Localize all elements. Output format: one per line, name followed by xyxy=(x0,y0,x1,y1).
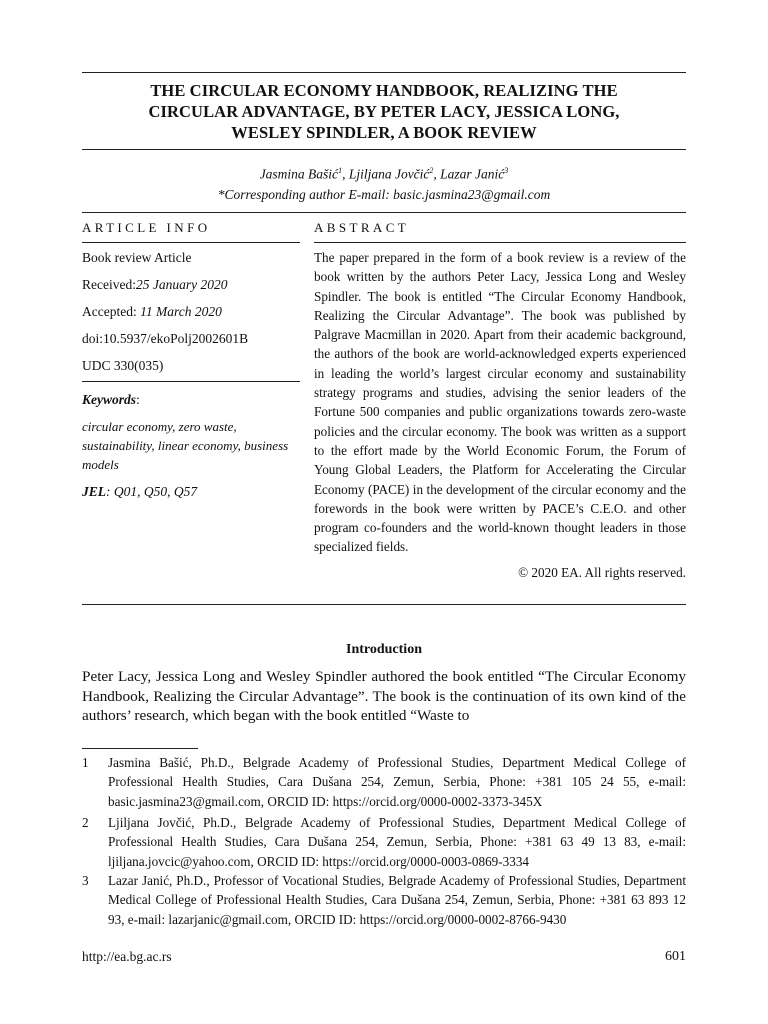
info-top-rule xyxy=(82,212,686,213)
footnote-text: Jasmina Bašić, Ph.D., Belgrade Academy of Professional Studies, Department Medical College of Professional Health Studies, Cara Dušana 254, Zemun, Serbia, Phone: +381 105 24 55, e-mail: basic.jasmina23@gmail.com, ORCID ID: https://orcid.org/0000-0002-3373-345X xyxy=(108,755,686,809)
udc: UDC 330(035) xyxy=(82,358,164,373)
abstract-heading-rule xyxy=(314,242,686,243)
introduction-heading: Introduction xyxy=(346,642,422,657)
author-2-affiliation: 2 xyxy=(429,166,434,175)
author-3-affiliation: 3 xyxy=(504,166,509,175)
footnote-number: 3 xyxy=(82,873,89,888)
article-info-heading-rule xyxy=(82,242,300,243)
info-bottom-rule xyxy=(82,604,686,605)
accepted-date: 11 March 2020 xyxy=(140,304,222,319)
footnote-number: 2 xyxy=(82,815,89,830)
received-line xyxy=(82,271,300,298)
article-type: Book review Article xyxy=(82,250,192,265)
title-line-1: THE CIRCULAR ECONOMY HANDBOOK, REALIZING THE xyxy=(150,81,618,100)
accepted-label: Accepted: xyxy=(82,304,141,319)
abstract-column xyxy=(314,214,686,583)
keywords-label: Keywords xyxy=(82,392,136,407)
corresponding-author: *Corresponding author E-mail: basic.jasmina23@gmail.com xyxy=(217,186,551,202)
accepted-line xyxy=(82,298,300,325)
author-list xyxy=(82,161,686,185)
author-block xyxy=(82,161,686,205)
journal-url[interactable]: http://ea.bg.ac.rs xyxy=(82,949,172,964)
footnote-3 xyxy=(82,871,686,929)
footnote-text: Lazar Janić, Ph.D., Professor of Vocational Studies, Belgrade Academy of Professional Studies, Department Medical College of Professional Health Studies, Cara Dušana 254, Zemun, Serbia, Phone: +381 63 893 12 93, e-mail: lazarjanic@gmail.com, ORCID ID: https://orcid.org/0000-0002-8766-9430 xyxy=(108,873,686,927)
abstract-text: The paper prepared in the form of a book review is a review of the book written by the authors Peter Lacy, Jessica Long and Wesley Spindler. The book is entitled “The Circular Economy Handbook, Realizing the Circular Advantage”. The book was published by Palgrave Macmillan in 2020. Apart from their academic background, the authors of the book are world-acknowledged experts experienced in leading the world’s largest circular economy and sustainability strategy programs and studies, advising the senior leaders of the Fortune 500 companies and public organizations towards zero-waste policies and the circular economy. The book was written as a support to the effort made by the World Economic Forum, the Forum of Young Global Leaders, the Platform for Accelerating the Circular Economy (PACE) in the development of the circular economy and the forewords in the book were written by PACE’s C.E.O. and other program co-founders and the world-known thought leaders in those specialized fields. xyxy=(314,250,686,555)
jel-codes-line xyxy=(82,482,300,502)
keywords-list: circular economy, zero waste, sustainability, linear economy, business models xyxy=(82,419,289,472)
title-line-3: WESLEY SPINDLER, A BOOK REVIEW xyxy=(231,123,537,142)
keywords-rule xyxy=(82,381,300,382)
page-number: 601 xyxy=(665,949,686,964)
footnote-2 xyxy=(82,813,686,871)
paper-page xyxy=(82,0,686,1024)
author-2: Ljiljana Jovčić xyxy=(348,166,430,182)
jel-codes: : Q01, Q50, Q57 xyxy=(106,484,198,499)
footnote-1 xyxy=(82,753,686,811)
author-1-affiliation: 1 xyxy=(338,166,343,175)
received-label: Received: xyxy=(82,277,136,292)
author-1: Jasmina Bašić xyxy=(259,166,339,182)
article-info-heading: ARTICLE INFO xyxy=(82,220,211,235)
article-info-column xyxy=(82,214,300,502)
footnote-rule xyxy=(82,748,198,749)
title-bottom-rule xyxy=(82,149,686,150)
abstract-heading: ABSTRACT xyxy=(314,220,410,235)
keywords-heading xyxy=(82,390,300,410)
jel-label: JEL xyxy=(82,484,107,499)
footnote-text: Ljiljana Jovčić, Ph.D., Belgrade Academy of Professional Studies, Department Medical College of Professional Health Studies, Cara Dušana 254, Zemun, Serbia, Phone: +381 63 49 13 83, e-mail: ljiljana.jovcic@yahoo.com, ORCID ID: https://orcid.org/0000-0003-0869-3334 xyxy=(108,815,686,869)
author-separator: , xyxy=(342,166,349,182)
keywords-colon: : xyxy=(136,392,140,407)
author-separator: , xyxy=(433,166,441,182)
received-date: 25 January 2020 xyxy=(135,277,228,292)
author-3: Lazar Janić xyxy=(440,166,505,182)
paper-title xyxy=(82,80,686,143)
introduction-text: Peter Lacy, Jessica Long and Wesley Spindler authored the book entitled “The Circular Economy Handbook, Realizing the Circular Advantage”. The book is the continuation of its own kind of the authors’ research, which began with the book entitled “Waste to xyxy=(82,668,686,724)
footnote-number: 1 xyxy=(82,755,89,770)
copyright-notice: © 2020 EA. All rights reserved. xyxy=(518,564,686,580)
top-rule xyxy=(82,72,686,73)
title-line-2: CIRCULAR ADVANTAGE, BY PETER LACY, JESSICA LONG, xyxy=(148,102,620,121)
doi: doi:10.5937/ekoPolj2002601B xyxy=(82,331,249,346)
